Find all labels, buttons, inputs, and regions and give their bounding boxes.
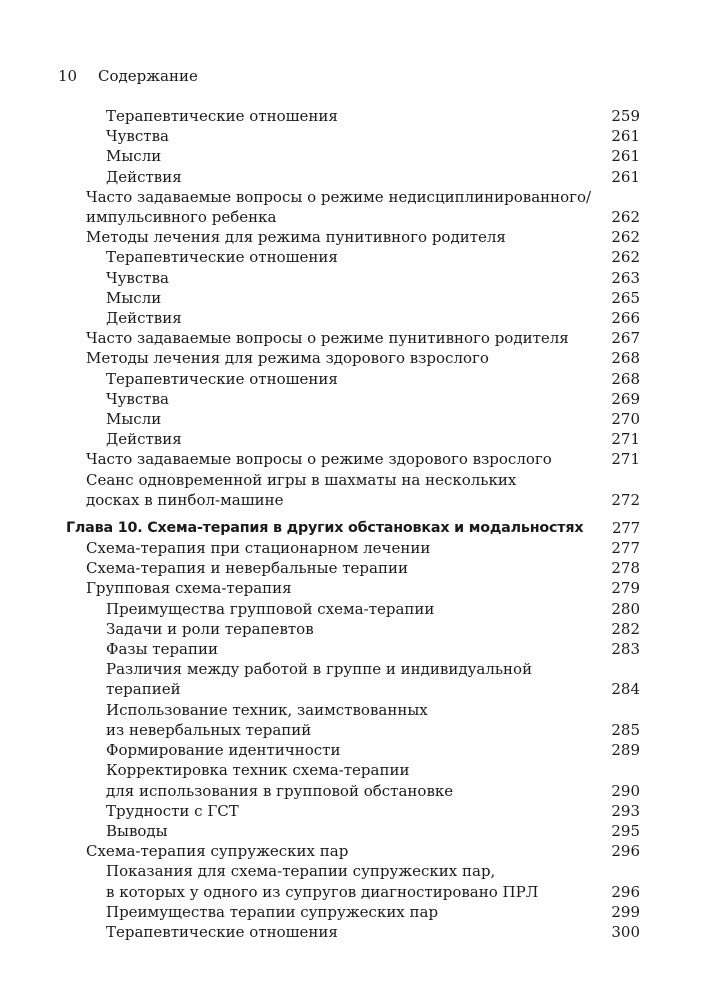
- toc-entry: [66, 247, 640, 267]
- toc-entry-title: Сеанс одновременной игры в шахматы на нескольких досках в пинбол-машине: [86, 470, 517, 509]
- toc-entry-title: Фазы терапии: [106, 640, 218, 659]
- toc-entry-title: Терапевтические отношения: [106, 107, 338, 125]
- toc-entry: [66, 146, 640, 166]
- toc-entry-title: Чувства: [106, 389, 169, 408]
- toc-entry-title: Мысли: [106, 410, 162, 429]
- toc-entry-title: Глава 10. Схема-терапия в других обстановках и модальностях: [66, 520, 584, 537]
- toc-page-number: 262: [611, 208, 640, 227]
- toc-entry-title: Схема-терапия супружеских пар: [86, 842, 349, 861]
- toc-page-number: 269: [611, 389, 640, 408]
- toc-page-number: 270: [611, 410, 640, 429]
- toc-entry: [66, 922, 640, 942]
- toc-entry-title: Часто задаваемые вопросы о режиме здорового взрослого: [86, 450, 552, 469]
- toc-entry: [66, 599, 640, 619]
- toc-page-number: 266: [611, 309, 640, 328]
- toc-entry: [66, 538, 640, 558]
- toc-entry: [66, 268, 640, 288]
- toc-page-number: 282: [611, 619, 640, 638]
- toc-entry: [66, 841, 640, 861]
- toc-entry: [66, 578, 640, 598]
- toc-entry: [66, 700, 640, 740]
- toc-page-number: 283: [611, 640, 640, 659]
- toc-entry: [66, 288, 640, 308]
- toc-page-number: 267: [611, 329, 640, 348]
- toc-entry: [66, 369, 640, 389]
- table-of-contents: [66, 106, 640, 942]
- toc-entry-title: Выводы: [106, 821, 168, 840]
- toc-entry-title: Действия: [106, 167, 182, 186]
- toc-entry: [66, 449, 640, 469]
- toc-page-number: 263: [611, 268, 640, 287]
- toc-page-number: 272: [611, 490, 640, 509]
- running-header: [58, 67, 198, 85]
- page-number: 10: [58, 67, 78, 85]
- toc-entry: [66, 328, 640, 348]
- toc-page-number: 261: [611, 147, 640, 166]
- toc-entry: [66, 619, 640, 639]
- toc-entry: [66, 227, 640, 247]
- toc-entry: [66, 861, 640, 901]
- toc-page-number: 259: [611, 107, 640, 125]
- toc-page-number: 280: [611, 599, 640, 618]
- toc-entry: [66, 801, 640, 821]
- toc-entry: [66, 821, 640, 841]
- toc-entry: [66, 760, 640, 800]
- toc-entry: [66, 558, 640, 578]
- toc-page-number: 265: [611, 288, 640, 307]
- toc-entry: [66, 470, 640, 510]
- toc-page-number: 300: [611, 922, 640, 941]
- toc-page-number: 285: [611, 720, 640, 739]
- toc-entry: [66, 308, 640, 328]
- toc-entry-title: Различия между работой в группе и индивидуальной терапией: [106, 660, 533, 699]
- toc-entry-title: Преимущества групповой схема-терапии: [106, 599, 435, 618]
- toc-entry-title: Мысли: [106, 288, 162, 307]
- toc-entry: [66, 659, 640, 699]
- toc-page-number: 290: [611, 781, 640, 800]
- toc-entry: [66, 429, 640, 449]
- toc-page-number: 262: [611, 228, 640, 247]
- toc-entry-title: Действия: [106, 309, 182, 328]
- toc-page-number: 289: [611, 741, 640, 760]
- toc-page-number: 268: [611, 369, 640, 388]
- toc-page-number: 262: [611, 248, 640, 267]
- toc-page-number: 279: [611, 579, 640, 598]
- toc-entry-title: Задачи и роли терапевтов: [106, 619, 314, 638]
- toc-entry: [66, 167, 640, 187]
- toc-page-number: 261: [611, 127, 640, 146]
- toc-entry: [66, 902, 640, 922]
- toc-page-number: 268: [611, 349, 640, 368]
- toc-entry: [66, 348, 640, 368]
- toc-entry-title: Часто задаваемые вопросы о режиме пунитивного родителя: [86, 329, 569, 348]
- toc-page-number: 261: [611, 167, 640, 186]
- toc-entry-title: Схема-терапия и невербальные терапии: [86, 559, 408, 578]
- toc-entry-title: Использование техник, заимствованных из невербальных терапий: [106, 700, 428, 739]
- toc-page-number: 293: [611, 801, 640, 820]
- toc-entry: [66, 409, 640, 429]
- toc-entry-title: Трудности с ГСТ: [106, 801, 239, 820]
- toc-entry-title: Чувства: [106, 268, 169, 287]
- toc-page-number: 296: [611, 882, 640, 901]
- toc-page-number: 299: [611, 902, 640, 921]
- toc-page-number: 284: [611, 680, 640, 699]
- toc-page-number: 296: [611, 842, 640, 861]
- toc-entry-title: Формирование идентичности: [106, 741, 341, 760]
- toc-entry: [66, 389, 640, 409]
- toc-entry-title: Мысли: [106, 147, 162, 166]
- toc-entry-title: Терапевтические отношения: [106, 248, 338, 267]
- toc-entry-title: Методы лечения для режима пунитивного родителя: [86, 228, 506, 247]
- toc-entry-title: Терапевтические отношения: [106, 369, 338, 388]
- toc-page-number: 278: [611, 559, 640, 578]
- toc-entry-title: Терапевтические отношения: [106, 922, 338, 941]
- toc-entry: [66, 639, 640, 659]
- toc-entry-title: Корректировка техник схема-терапии для использования в групповой обстановке: [106, 761, 454, 800]
- toc-page-number: 295: [611, 821, 640, 840]
- toc-entry-title: Групповая схема-терапия: [86, 579, 292, 598]
- toc-entry-title: Преимущества терапии супружеских пар: [106, 902, 439, 921]
- toc-entry: [66, 740, 640, 760]
- toc-entry-title: Чувства: [106, 127, 169, 146]
- toc-entry-title: Схема-терапия при стационарном лечении: [86, 539, 431, 558]
- toc-entry: [66, 106, 640, 126]
- toc-entry-title: Методы лечения для режима здорового взрослого: [86, 349, 489, 368]
- toc-page-number: 277: [611, 539, 640, 558]
- toc-chapter-entry: [66, 518, 640, 538]
- toc-entry-title: Показания для схема-терапии супружеских пар, в которых у одного из супругов диагностировано ПРЛ: [106, 862, 539, 901]
- running-title: Содержание: [98, 67, 198, 85]
- toc-page-number: 277: [611, 519, 640, 538]
- toc-page-number: 271: [611, 450, 640, 469]
- toc-entry: [66, 126, 640, 146]
- toc-entry-title: Действия: [106, 430, 182, 449]
- toc-page-number: 271: [611, 430, 640, 449]
- toc-entry-title: Часто задаваемые вопросы о режиме недисциплинированного/ импульсивного ребенка: [86, 187, 592, 227]
- toc-entry: [66, 187, 640, 227]
